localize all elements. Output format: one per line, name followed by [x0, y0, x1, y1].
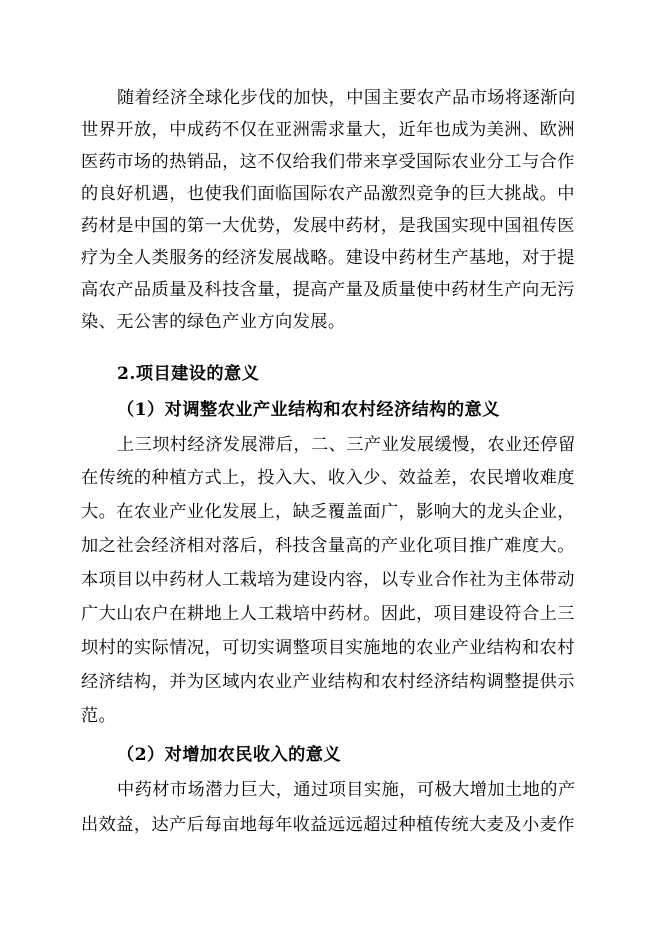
paragraph-2-line-8: 经济结构，并为区域内农业产业结构和农村经济结构调整提供示	[81, 672, 575, 692]
paragraph-3-line-2: 出效益，达产后每亩地每年收益远远超过种植传统大麦及小麦作	[81, 815, 575, 835]
paragraph-1-line-8: 染、无公害的绿色产业方向发展。	[81, 312, 346, 332]
paragraph-1-line-7: 高农产品质量及科技含量，提高产量及质量使中药材生产向无污	[81, 280, 575, 300]
paragraph-1-line-1: 随着经济全球化步伐的加快，中国主要农产品市场将逐渐向	[117, 88, 576, 108]
paragraph-2-line-4: 加之社会经济相对落后，科技含量高的产业化项目推广难度大。	[81, 536, 575, 556]
subheading-2: （2）对增加农民收入的意义	[117, 745, 342, 765]
paragraph-1-line-3: 医药市场的热销品，这不仅给我们带来享受国际农业分工与合作	[81, 152, 575, 172]
paragraph-1-line-2: 世界开放，中成药不仅在亚洲需求量大，近年也成为美洲、欧洲	[81, 120, 575, 140]
paragraph-2-line-3: 大。在农业产业化发展上，缺乏覆盖面广，影响大的龙头企业，	[81, 502, 575, 522]
paragraph-1-line-6: 疗为全人类服务的经济发展战略。建设中药材生产基地，对于提	[81, 248, 575, 268]
paragraph-3-line-1: 中药材市场潜力巨大，通过项目实施，可极大增加土地的产	[117, 780, 576, 800]
paragraph-2-line-5: 本项目以中药材人工栽培为建设内容，以专业合作社为主体带动	[81, 570, 575, 590]
subheading-1: （1）对调整农业产业结构和农村经济结构的意义	[117, 400, 500, 420]
paragraph-1-line-4: 的良好机遇，也使我们面临国际农产品激烈竞争的巨大挑战。中	[81, 184, 575, 204]
paragraph-2-line-9: 范。	[81, 706, 117, 726]
paragraph-1-line-5: 药材是中国的第一大优势，发展中药材，是我国实现中国祖传医	[81, 216, 575, 236]
paragraph-2-line-1: 上三坝村经济发展滞后，二、三产业发展缓慢，农业还停留	[117, 435, 576, 455]
paragraph-2-line-7: 坝村的实际情况，可切实调整项目实施地的农业产业结构和农村	[81, 638, 575, 658]
paragraph-2-line-2: 在传统的种植方式上，投入大、收入少、效益差，农民增收难度	[81, 468, 575, 488]
paragraph-2-line-6: 广大山农户在耕地上人工栽培中药材。因此，项目建设符合上三	[81, 604, 575, 624]
section-heading: 2.项目建设的意义	[117, 364, 260, 384]
